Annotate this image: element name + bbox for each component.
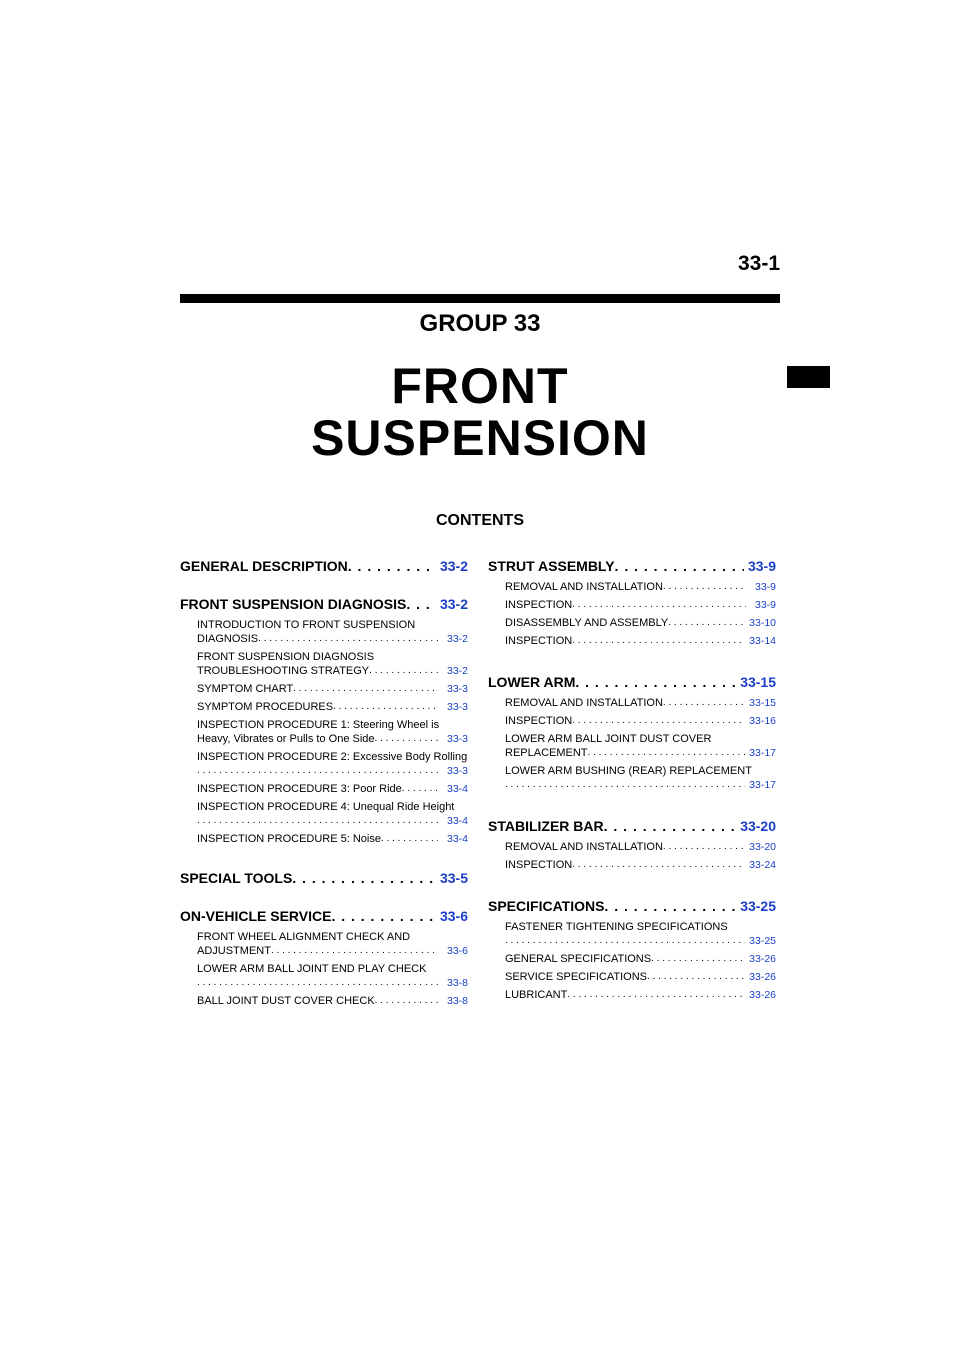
toc-item-label: INSPECTION (505, 599, 573, 611)
toc-section-title: FRONT SUSPENSION DIAGNOSIS (180, 596, 407, 612)
toc-item-label: INSPECTION (505, 635, 573, 647)
toc-section-title: LOWER ARM (488, 674, 576, 690)
toc-item-line: FASTENER TIGHTENING SPECIFICATIONS (505, 921, 728, 933)
toc-item[interactable] (180, 682, 468, 696)
toc-section-specifications[interactable] (488, 890, 776, 914)
toc-item-label: TROUBLESHOOTING STRATEGY (197, 665, 370, 677)
toc-item-label: DIAGNOSIS (197, 633, 259, 645)
toc-item[interactable] (488, 732, 776, 760)
toc-section-title: STRUT ASSEMBLY (488, 558, 615, 574)
leader-dots (271, 944, 438, 958)
toc-item[interactable] (180, 800, 468, 828)
leader-dots (258, 632, 438, 646)
toc-page-link[interactable]: 33-14 (749, 635, 776, 647)
toc-page-link[interactable]: 33-2 (439, 558, 468, 574)
toc-section-front-suspension-diagnosis[interactable] (180, 588, 468, 612)
contents-heading: CONTENTS (436, 512, 524, 529)
toc-item[interactable] (180, 832, 468, 846)
page-title-line-2: SUSPENSION (311, 410, 649, 466)
leader-dots (604, 898, 736, 914)
toc-item[interactable] (488, 840, 776, 854)
leader-dots (375, 732, 438, 746)
leader-dots (331, 908, 436, 924)
toc-item-line: LOWER ARM BALL JOINT DUST COVER (505, 733, 712, 745)
toc-page-link[interactable]: 33-6 (446, 945, 468, 957)
toc-item-label: SERVICE SPECIFICATIONS (505, 971, 648, 983)
toc-page-link[interactable]: 33-25 (749, 935, 776, 947)
toc-item[interactable] (180, 618, 468, 646)
leader-dots (197, 814, 438, 828)
toc-item-label: REMOVAL AND INSTALLATION (505, 697, 663, 709)
toc-item[interactable] (488, 988, 776, 1002)
toc-item-label: REMOVAL AND INSTALLATION (505, 581, 663, 593)
leader-dots (663, 580, 746, 594)
toc-item-line: INSPECTION PROCEDURE 4: Unequal Ride Height (197, 801, 455, 813)
toc-item[interactable] (488, 696, 776, 710)
top-rule (180, 294, 780, 303)
leader-dots (402, 782, 438, 796)
toc-page-link[interactable]: 33-24 (749, 859, 776, 871)
toc-page-link[interactable]: 33-26 (749, 989, 776, 1001)
toc-page-link[interactable]: 33-2 (439, 596, 468, 612)
toc-page-link[interactable]: 33-3 (446, 701, 468, 713)
toc-item-label: BALL JOINT DUST COVER CHECK (197, 995, 375, 1007)
toc-page-link[interactable]: 33-4 (446, 783, 468, 795)
page-title-line-1: FRONT (391, 358, 569, 414)
toc-item-label: INSPECTION (505, 859, 573, 871)
toc-item[interactable] (488, 616, 776, 630)
toc-section-on-vehicle-service[interactable] (180, 900, 468, 924)
toc-item-label: ADJUSTMENT (197, 945, 271, 957)
leader-dots (572, 714, 745, 728)
toc-item-label: GENERAL SPECIFICATIONS (505, 953, 652, 965)
toc-item-label: LUBRICANT (505, 989, 568, 1001)
toc-page-link[interactable]: 33-15 (740, 674, 776, 690)
toc-section-title: ON-VEHICLE SERVICE (180, 908, 332, 924)
toc-item[interactable] (488, 970, 776, 984)
toc-item-label: REPLACEMENT (505, 747, 588, 759)
toc-section-special-tools[interactable] (180, 862, 468, 886)
toc-page-link[interactable]: 33-20 (749, 841, 776, 853)
toc-left-column (180, 550, 468, 1008)
toc-item[interactable] (488, 764, 776, 792)
toc-section-strut-assembly[interactable] (488, 550, 776, 574)
toc-section-title: GENERAL DESCRIPTION (180, 558, 348, 574)
leader-dots (615, 558, 744, 574)
toc-page-link[interactable]: 33-10 (749, 617, 776, 629)
leader-dots (292, 870, 436, 886)
toc-item[interactable] (488, 952, 776, 966)
toc-item-label: INSPECTION PROCEDURE 3: Poor Ride (197, 783, 402, 795)
toc-item[interactable] (180, 782, 468, 796)
leader-dots (663, 840, 745, 854)
side-tab-marker (787, 366, 830, 388)
toc-page-link[interactable]: 33-17 (749, 779, 776, 791)
toc-item[interactable] (180, 994, 468, 1008)
toc-page-link[interactable]: 33-3 (446, 733, 468, 745)
toc-item[interactable] (180, 750, 468, 778)
leader-dots (651, 952, 745, 966)
toc-item[interactable] (180, 700, 468, 714)
group-label: GROUP 33 (419, 310, 541, 337)
toc-page-link[interactable]: 33-9 (747, 558, 776, 574)
toc-item[interactable] (488, 714, 776, 728)
toc-page-link[interactable]: 33-4 (446, 833, 468, 845)
toc-page-link[interactable]: 33-5 (439, 870, 468, 886)
leader-dots (604, 818, 737, 834)
toc-item[interactable] (180, 930, 468, 958)
toc-item-line: INTRODUCTION TO FRONT SUSPENSION (197, 619, 416, 631)
toc-item[interactable] (180, 718, 468, 746)
toc-item-line: FRONT WHEEL ALIGNMENT CHECK AND (197, 931, 411, 943)
leader-dots (663, 696, 745, 710)
toc-page-link[interactable]: 33-4 (446, 815, 468, 827)
toc-item[interactable] (488, 580, 776, 594)
toc-page-link[interactable]: 33-16 (749, 715, 776, 727)
toc-page-link[interactable]: 33-26 (749, 953, 776, 965)
leader-dots (293, 682, 438, 696)
leader-dots (575, 674, 736, 690)
toc-item-label: Heavy, Vibrates or Pulls to One Side (197, 733, 375, 745)
toc-item-line: LOWER ARM BUSHING (REAR) REPLACEMENT (505, 765, 752, 777)
leader-dots (572, 634, 745, 648)
toc-item-label: INSPECTION (505, 715, 573, 727)
toc-item[interactable] (180, 650, 468, 678)
toc-item-label: REMOVAL AND INSTALLATION (505, 841, 663, 853)
toc-page-link[interactable]: 33-2 (446, 665, 468, 677)
leader-dots (588, 746, 746, 760)
leader-dots (197, 976, 438, 990)
toc-section-lower-arm[interactable] (488, 666, 776, 690)
toc-page-link[interactable]: 33-9 (754, 599, 776, 611)
leader-dots (567, 988, 745, 1002)
toc-section-title: STABILIZER BAR (488, 818, 604, 834)
leader-dots (333, 700, 438, 714)
toc-item[interactable] (488, 598, 776, 612)
toc-page-link[interactable]: 33-17 (749, 747, 776, 759)
toc-section-stabilizer-bar[interactable] (488, 810, 776, 834)
leader-dots (375, 994, 438, 1008)
toc-item-line: LOWER ARM BALL JOINT END PLAY CHECK (197, 963, 427, 975)
toc-item[interactable] (488, 920, 776, 948)
toc-item-label: INSPECTION PROCEDURE 5: Noise (197, 833, 381, 845)
toc-item-line: INSPECTION PROCEDURE 2: Excessive Body Rolling (197, 751, 468, 763)
toc-section-title: SPECIAL TOOLS (180, 870, 293, 886)
toc-page-link[interactable]: 33-26 (749, 971, 776, 983)
toc-item-line: INSPECTION PROCEDURE 1: Steering Wheel is (197, 719, 440, 731)
toc-right-column (488, 550, 776, 1002)
toc-page-link[interactable]: 33-8 (446, 995, 468, 1007)
toc-page-link[interactable]: 33-3 (446, 765, 468, 777)
leader-dots (572, 858, 745, 872)
leader-dots (505, 778, 745, 792)
toc-section-general-description[interactable] (180, 550, 468, 574)
leader-dots (668, 616, 745, 630)
leader-dots (572, 598, 746, 612)
toc-page-link[interactable]: 33-6 (439, 908, 468, 924)
toc-item-label: SYMPTOM CHART (197, 683, 294, 695)
toc-item-label: SYMPTOM PROCEDURES (197, 701, 334, 713)
toc-item-label: DISASSEMBLY AND ASSEMBLY (505, 617, 669, 629)
toc-page-link[interactable]: 33-25 (740, 898, 776, 914)
leader-dots (369, 664, 438, 678)
toc-item[interactable] (488, 858, 776, 872)
toc-page-link[interactable]: 33-20 (740, 818, 776, 834)
toc-page-link[interactable]: 33-8 (446, 977, 468, 989)
leader-dots (381, 832, 438, 846)
leader-dots (348, 558, 436, 574)
toc-item[interactable] (488, 634, 776, 648)
toc-page-link[interactable]: 33-15 (749, 697, 776, 709)
toc-page-link[interactable]: 33-9 (754, 581, 776, 593)
toc-item-line: FRONT SUSPENSION DIAGNOSIS (197, 651, 375, 663)
leader-dots (505, 934, 745, 948)
leader-dots (406, 596, 436, 612)
toc-item[interactable] (180, 962, 468, 990)
leader-dots (647, 970, 745, 984)
toc-page-link[interactable]: 33-2 (446, 633, 468, 645)
toc-section-title: SPECIFICATIONS (488, 898, 605, 914)
leader-dots (197, 764, 438, 778)
page-number: 33-1 (737, 252, 780, 275)
toc-page-link[interactable]: 33-3 (446, 683, 468, 695)
